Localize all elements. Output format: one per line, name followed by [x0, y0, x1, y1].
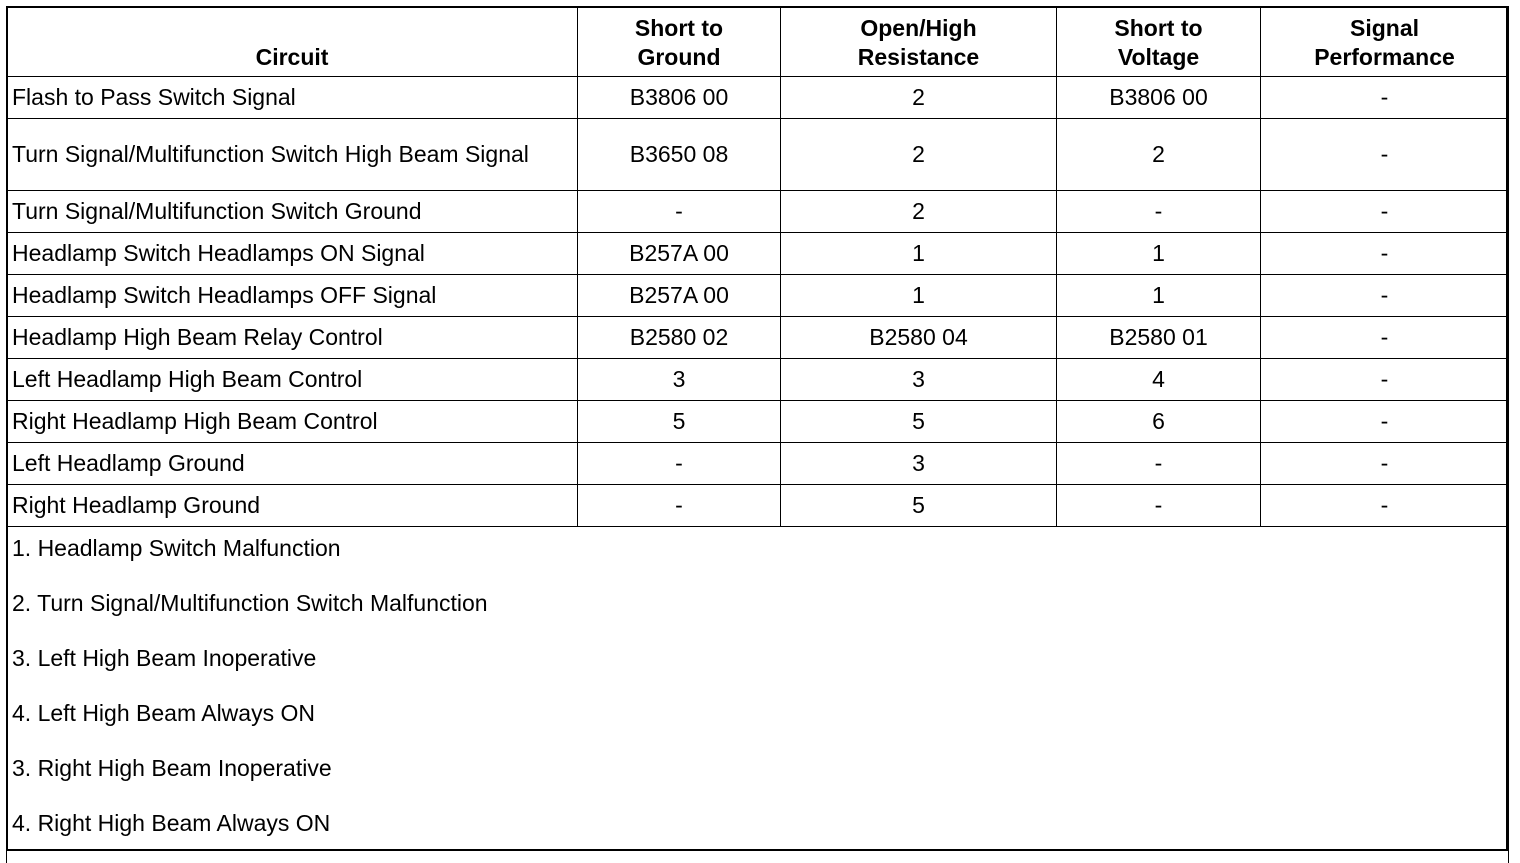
signal-performance-cell: -: [1261, 191, 1509, 233]
circuit-cell: Headlamp Switch Headlamps OFF Signal: [7, 275, 578, 317]
open-high-resistance-cell: 3: [781, 443, 1057, 485]
open-high-resistance-cell: 2: [781, 77, 1057, 119]
short-to-ground-cell: B3806 00: [578, 77, 781, 119]
short-to-voltage-cell: -: [1057, 443, 1261, 485]
short-to-voltage-cell: -: [1057, 191, 1261, 233]
short-to-voltage-cell: 1: [1057, 233, 1261, 275]
open-high-resistance-cell: 1: [781, 233, 1057, 275]
open-high-resistance-cell: 1: [781, 275, 1057, 317]
circuit-cell: Flash to Pass Switch Signal: [7, 77, 578, 119]
short-to-ground-cell: B257A 00: [578, 275, 781, 317]
column-header-circuit: Circuit: [7, 7, 578, 77]
signal-performance-cell: -: [1261, 119, 1509, 191]
circuit-cell: Left Headlamp Ground: [7, 443, 578, 485]
open-high-resistance-cell: 2: [781, 191, 1057, 233]
column-header-short-to-ground: Short to Ground: [578, 7, 781, 77]
signal-performance-cell: -: [1261, 275, 1509, 317]
short-to-ground-cell: B2580 02: [578, 317, 781, 359]
signal-performance-cell: -: [1261, 401, 1509, 443]
short-to-voltage-cell: B3806 00: [1057, 77, 1261, 119]
column-header-short-to-voltage: Short to Voltage: [1057, 7, 1261, 77]
table-row: [7, 77, 1509, 119]
table-row: [7, 317, 1509, 359]
note-item: 1. Headlamp Switch Malfunction: [12, 533, 1508, 588]
circuit-cell: Headlamp Switch Headlamps ON Signal: [7, 233, 578, 275]
signal-performance-cell: -: [1261, 359, 1509, 401]
open-high-resistance-cell: 5: [781, 485, 1057, 527]
open-high-resistance-cell: B2580 04: [781, 317, 1057, 359]
short-to-ground-cell: -: [578, 485, 781, 527]
header-row: [7, 7, 1509, 77]
short-to-voltage-cell: 4: [1057, 359, 1261, 401]
table-row: [7, 359, 1509, 401]
circuit-cell: Right Headlamp Ground: [7, 485, 578, 527]
open-high-resistance-cell: 2: [781, 119, 1057, 191]
note-item: 3. Right High Beam Inoperative: [12, 753, 1508, 808]
column-header-signal-performance: Signal Performance: [1261, 7, 1509, 77]
note-item: 4. Left High Beam Always ON: [12, 698, 1508, 753]
circuit-cell: Headlamp High Beam Relay Control: [7, 317, 578, 359]
short-to-ground-cell: B257A 00: [578, 233, 781, 275]
notes-cell: [7, 527, 1509, 863]
table-row: [7, 485, 1509, 527]
short-to-voltage-cell: 6: [1057, 401, 1261, 443]
table-row: [7, 191, 1509, 233]
short-to-voltage-cell: -: [1057, 485, 1261, 527]
signal-performance-cell: -: [1261, 233, 1509, 275]
circuit-cell: Turn Signal/Multifunction Switch High Beam Signal: [7, 119, 578, 191]
short-to-ground-cell: 3: [578, 359, 781, 401]
short-to-voltage-cell: 1: [1057, 275, 1261, 317]
circuit-cell: Right Headlamp High Beam Control: [7, 401, 578, 443]
short-to-voltage-cell: 2: [1057, 119, 1261, 191]
note-item: 4. Right High Beam Always ON: [12, 808, 1508, 863]
short-to-ground-cell: -: [578, 191, 781, 233]
table-row: [7, 119, 1509, 191]
signal-performance-cell: -: [1261, 485, 1509, 527]
circuit-cell: Left Headlamp High Beam Control: [7, 359, 578, 401]
open-high-resistance-cell: 5: [781, 401, 1057, 443]
short-to-voltage-cell: B2580 01: [1057, 317, 1261, 359]
circuit-cell: Turn Signal/Multifunction Switch Ground: [7, 191, 578, 233]
table-row: [7, 275, 1509, 317]
signal-performance-cell: -: [1261, 77, 1509, 119]
note-item: 2. Turn Signal/Multifunction Switch Malfunction: [12, 588, 1508, 643]
short-to-ground-cell: 5: [578, 401, 781, 443]
short-to-ground-cell: B3650 08: [578, 119, 781, 191]
note-item: 3. Left High Beam Inoperative: [12, 643, 1508, 698]
table-row: [7, 401, 1509, 443]
table-row: [7, 443, 1509, 485]
signal-performance-cell: -: [1261, 443, 1509, 485]
circuit-dtc-table: [6, 6, 1509, 863]
column-header-open-high-resistance: Open/High Resistance: [781, 7, 1057, 77]
signal-performance-cell: -: [1261, 317, 1509, 359]
short-to-ground-cell: -: [578, 443, 781, 485]
table-row: [7, 233, 1509, 275]
notes-row: [7, 527, 1509, 863]
open-high-resistance-cell: 3: [781, 359, 1057, 401]
